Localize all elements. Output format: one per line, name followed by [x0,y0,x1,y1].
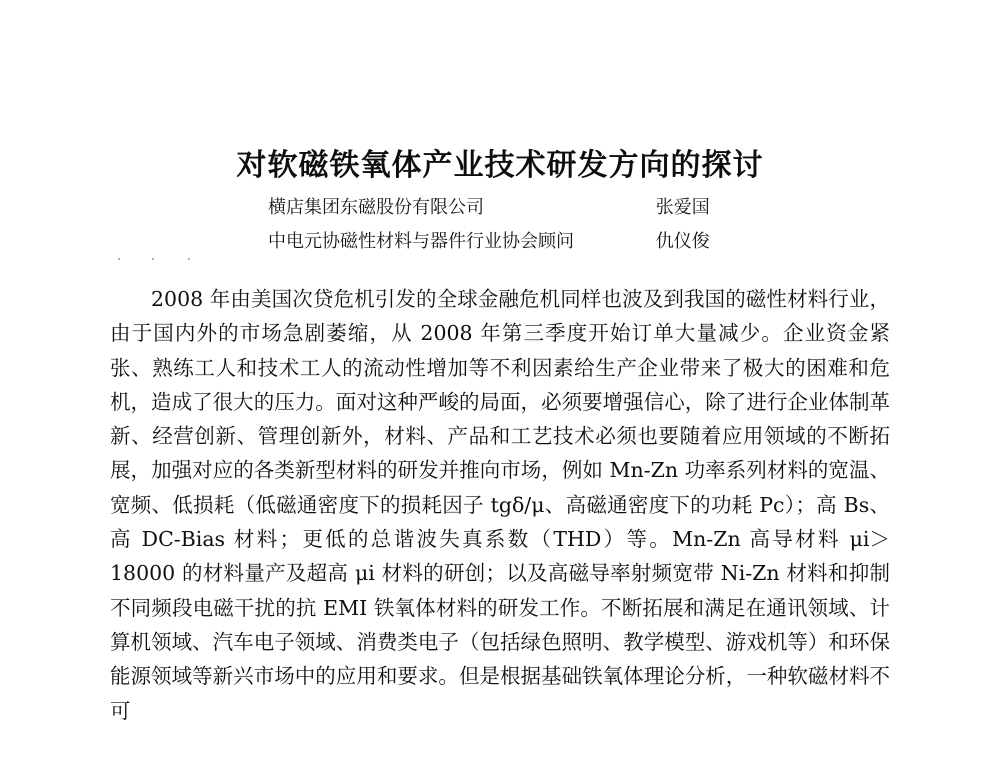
author-row [268,227,710,253]
author-name: 仇仪俊 [655,231,710,252]
scan-speck [118,258,120,260]
author-row [268,193,710,219]
scan-specks [118,258,198,264]
scan-speck [188,258,190,260]
author-name: 张爱国 [655,197,710,218]
author-affiliation: 横店集团东磁股份有限公司 [268,197,484,218]
page-title: 对软磁铁氧体产业技术研发方向的探讨 [236,148,764,183]
author-affiliation: 中电元协磁性材料与器件行业协会顾问 [268,231,574,252]
scan-speck [152,258,154,260]
body-paragraph: 2008 年由美国次贷危机引发的全球金融危机同样也波及到我国的磁性材料行业，由于国内外的市场急剧萎缩，从 2008 年第三季度开始订单大量减少。企业资金紧张、熟练工人和技术工人的流动性增加等不利因素给生产企业带来了极大的困难和危机，造成了很大的压力。面对这种严峻的局面，必须要增强信心，除了进行企业体制革新、经营创新、管理创新外，材料、产品和工艺技术必须也要随着应用领域的不断拓展，加强对应的各类新型材料的研发并推向市场，例如 Mn-Zn 功率系列材料的宽温、宽频、低损耗（低磁通密度下的损耗因子 tgδ/μ、高磁通密度下的功耗 Pc）；高 Bs、高 DC-Bias 材料；更低的总谐波失真系数（THD）等。Mn-Zn 高导材料 μi＞18000 的材料量产及超高 μi 材料的研创；以及高磁导率射频宽带 Ni-Zn 材料和抑制不同频段电磁干扰的抗 EMI 铁氧体材料的研发工作。不断拓展和满足在通讯领域、计算机领域、汽车电子领域、消费类电子（包括绿色照明、教学模型、游戏机等）和环保能源领域等新兴市场中的应用和要求。但是根据基础铁氧体理论分析，一种软磁材料不可 [110,287,890,723]
